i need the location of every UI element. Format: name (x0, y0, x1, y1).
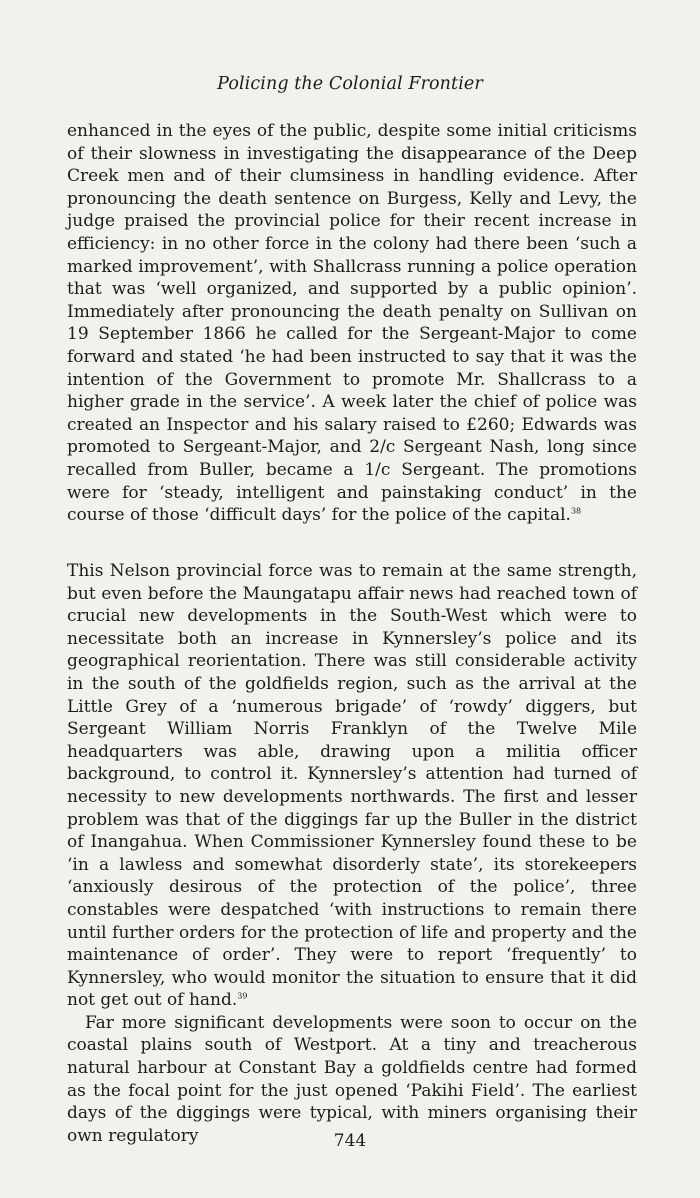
paragraph-1-text: enhanced in the eyes of the public, despite some initial criticisms of their slowness in investigating the disappearance of the Deep Creek men and of their clumsiness in handling evidence. After pronouncing the death sentence on Burgess, Kelly and Levy, the judge praised the provincial police for their recent increase in efficiency: in no other force in the colony had there been ‘such a marked improvement’, with Shallcrass running a police operation that was ‘well organized, and supported by a public opinion’. Immediately after pronouncing the death penalty on Sullivan on 19 September 1866 he called for the Sergeant-Major to come forward and stated ‘he had been instructed to say that it was the intention of the Government to promote Mr. Shallcrass to a higher grade in the service’. A week later the chief of police was created an Inspector and his salary raised to £260; Edwards was promoted to Sergeant-Major, and 2/c Sergeant Nash, long since recalled from Buller, became a 1/c Sergeant. The promotions were for ‘steady, intelligent and painstaking conduct’ in the course of those ‘difficult days’ for the police of the capital. (67, 121, 637, 526)
footnote-ref-38: 38 (570, 506, 582, 516)
paragraph-1 (67, 120, 637, 527)
footnote-ref-39: 39 (237, 991, 248, 1001)
text-block-upper (67, 120, 637, 527)
paragraph-2 (67, 560, 637, 1012)
running-header: Policing the Colonial Frontier (217, 74, 483, 94)
paragraph-3-text: Far more significant developments were soon to occur on the coastal plains south of Westport. At a tiny and treacherous natural harbour at Constant Bay a goldfields centre had formed as the focal point for the just opened ‘Pakihi Field’. The earliest days of the diggings were typical, with miners organising their own regulatory (67, 1012, 637, 1146)
text-block-lower (67, 560, 637, 1147)
page-number: 744 (333, 1131, 367, 1151)
paragraph-3 (67, 1012, 637, 1148)
paragraph-2-text: This Nelson provincial force was to remain at the same strength, but even before the Maungatapu affair news had reached town of crucial new developments in the South-West which were to necessitate both an increase in Kynnersley’s police and its geographical reorientation. There was still considerable activity in the south of the goldfields region, such as the arrival at the Little Grey of a ‘numerous brigade’ of ‘rowdy’ diggers, but Sergeant William Norris Franklyn of the Twelve Mile headquarters was able, drawing upon a militia officer background, to control it. Kynnersley’s attention had turned of necessity to new developments northwards. The first and lesser problem was that of the diggings far up the Buller in the district of Inangahua. When Commissioner Kynnersley found these to be ‘in a lawless and somewhat disorderly state’, its storekeepers ‘anxiously desirous of the protection of the police’, three constables were despatched ‘with instructions to remain there until further orders for the protection of life and property and the maintenance of order’. They were to report ‘frequently’ to Kynnersley, who would monitor the situation to ensure that it did not get out of hand. (67, 561, 637, 1011)
